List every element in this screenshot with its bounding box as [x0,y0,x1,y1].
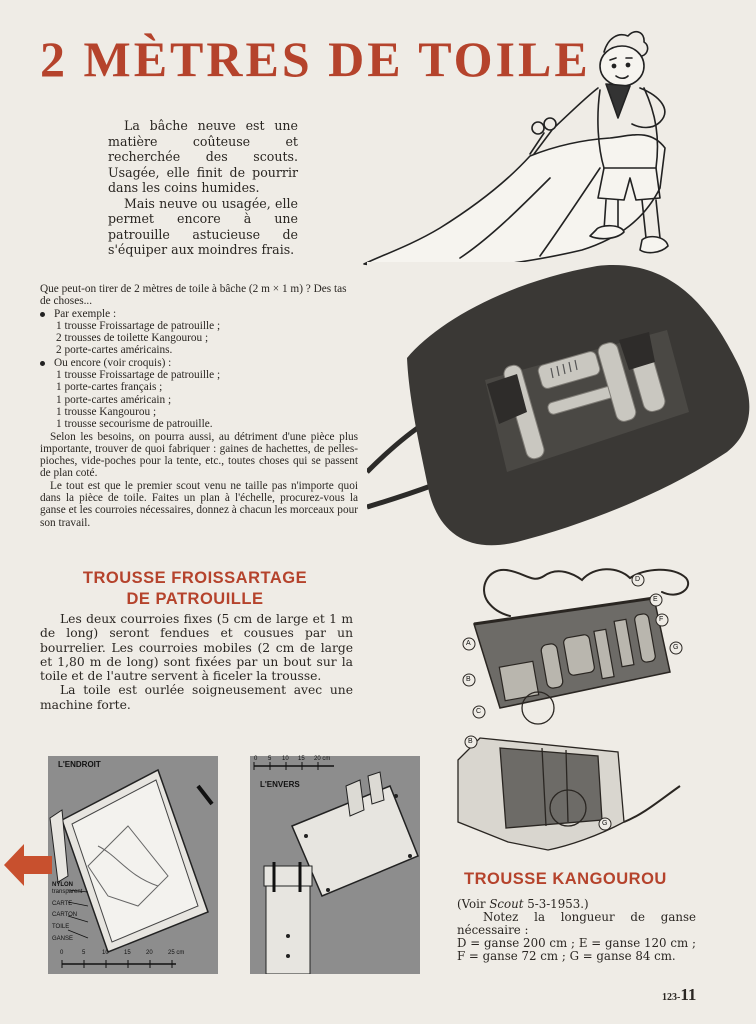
diagram-label: G [602,820,608,827]
reference-prefix: (Voir [457,897,490,911]
section-heading-froissartage [40,568,350,610]
intro-paragraph: Mais neuve ou usagée, elle permet encore à une patrouille astucieuse de s'équiper aux moindres frais. [108,195,298,257]
kangourou-drawing [448,560,698,860]
froissartage-text [40,612,353,712]
panel-label: L'ENVERS [260,780,300,789]
diagram-label: C [476,708,482,715]
list-item: 2 trousses de toilette Kangourou ; [56,332,209,345]
page-number-small: 123- [662,992,681,1003]
body-text [40,283,358,529]
diagram-label: A [466,640,471,647]
reference-date: 5-3-1953.) [523,897,589,911]
scale-label: 10 [282,756,289,762]
panel-label: L'ENDROIT [58,760,101,769]
froissartage-paragraph: Les deux courroies fixes (5 cm de large et 1 m de long) seront fendues et cousues par un bourrelier. Les courroies mobiles (2 cm de large et 1,80 m de long) sont fixées par un bout sur la toile et de l'autre servent à ficeler la trousse. [40,612,353,684]
scale-label: 15 [124,950,131,956]
bullet-icon [40,312,45,317]
heading-line: TROUSSE FROISSARTAGE [82,569,308,587]
layer-label: CARTON [52,912,78,918]
scale-label: 5 [82,950,86,956]
kangourou-text [457,898,696,963]
canvas-kit-photo [367,262,754,557]
scale-label: 0 [254,756,258,762]
intro-paragraph: La bâche neuve est une matière coûteuse et recherchée des scouts. Usagée, elle finit de pourrir dans les coins humides. [108,118,298,195]
scout-cutting-illustration [360,18,700,280]
kangourou-diagram [448,560,698,860]
envers-diagram [250,756,420,974]
section-heading-kangourou: TROUSSE KANGOUROU [464,870,667,888]
list-item: 1 porte-cartes américain ; [56,393,172,406]
layer-label: CARTE [52,901,73,907]
bullet-icon [40,361,45,366]
list-item: 1 trousse Kangourou ; [56,405,157,418]
layer-label: NYLON [52,882,73,888]
scale-label: 0 [60,950,64,956]
list-lead: Ou encore (voir croquis) : [54,356,172,369]
froissartage-paragraph: La toile est ourlée soigneusement avec une machine forte. [40,683,353,712]
list-item: 1 porte-cartes français ; [56,381,163,394]
list-lead: Par exemple : [54,307,117,320]
diagram-label: E [653,596,658,603]
diagram-label: B [466,676,471,683]
list-item: 1 trousse Froissartage de patrouille ; [56,319,221,332]
scale-label: 15 [298,756,305,762]
kangourou-dimensions: D = ganse 200 cm ; E = ganse 120 cm ; F = ganse 72 cm ; G = ganse 84 cm. [457,936,696,964]
kangourou-note: Notez la longueur de ganse nécessaire : [457,910,696,938]
scale-label: 5 [268,756,272,762]
layer-label: GANSE [52,936,74,942]
diagram-label: D [635,576,641,583]
scale-label: 20 [146,950,153,956]
endroit-diagram [48,756,218,974]
list-item: 1 trousse Froissartage de patrouille ; [56,369,221,382]
scale-label: 10 [102,950,109,956]
plan-paragraph: Le tout est que le premier scout venu ne taille pas n'importe quoi dans la pièce de toile. Faites un plan à l'échelle, procurez-vous la ganse et les courroies nécessaires, donnez à chacun les morceaux pour son travail. [40,479,358,529]
list-item: 2 porte-cartes américains. [56,344,173,357]
diagram-label: G [673,644,679,651]
scale-label: 20 cm [314,756,331,762]
map-case-drawing [48,756,218,974]
heading-line: DE PATROUILLE [126,590,264,608]
needs-paragraph: Selon les besoins, on pourra aussi, au détriment d'une pièce plus importante, trouver de quoi fabriquer : gaines de hachettes, de pelles-pioches, vide-poches pour la tente, etc., toutes choses qui se passent de plan coté. [40,430,358,480]
page-number [662,985,696,1005]
diagram-label: F [659,616,664,623]
layer-label: transparent [52,889,83,895]
scale-label: 25 cm [168,950,185,956]
intro-text [108,118,298,258]
reference-journal: Scout [489,897,524,911]
page-title: 2 MÈTRES DE TOILE [40,31,591,87]
page-number-big: 11 [680,985,697,1004]
arrow-left-icon [4,842,52,888]
diagram-label: B [468,738,473,745]
question-paragraph: Que peut-on tirer de 2 mètres de toile à bâche (2 m × 1 m) ? Des tas de choses... [40,283,347,308]
layer-label: TOILE [52,924,70,930]
list-item: 1 trousse secourisme de patrouille. [56,418,213,431]
